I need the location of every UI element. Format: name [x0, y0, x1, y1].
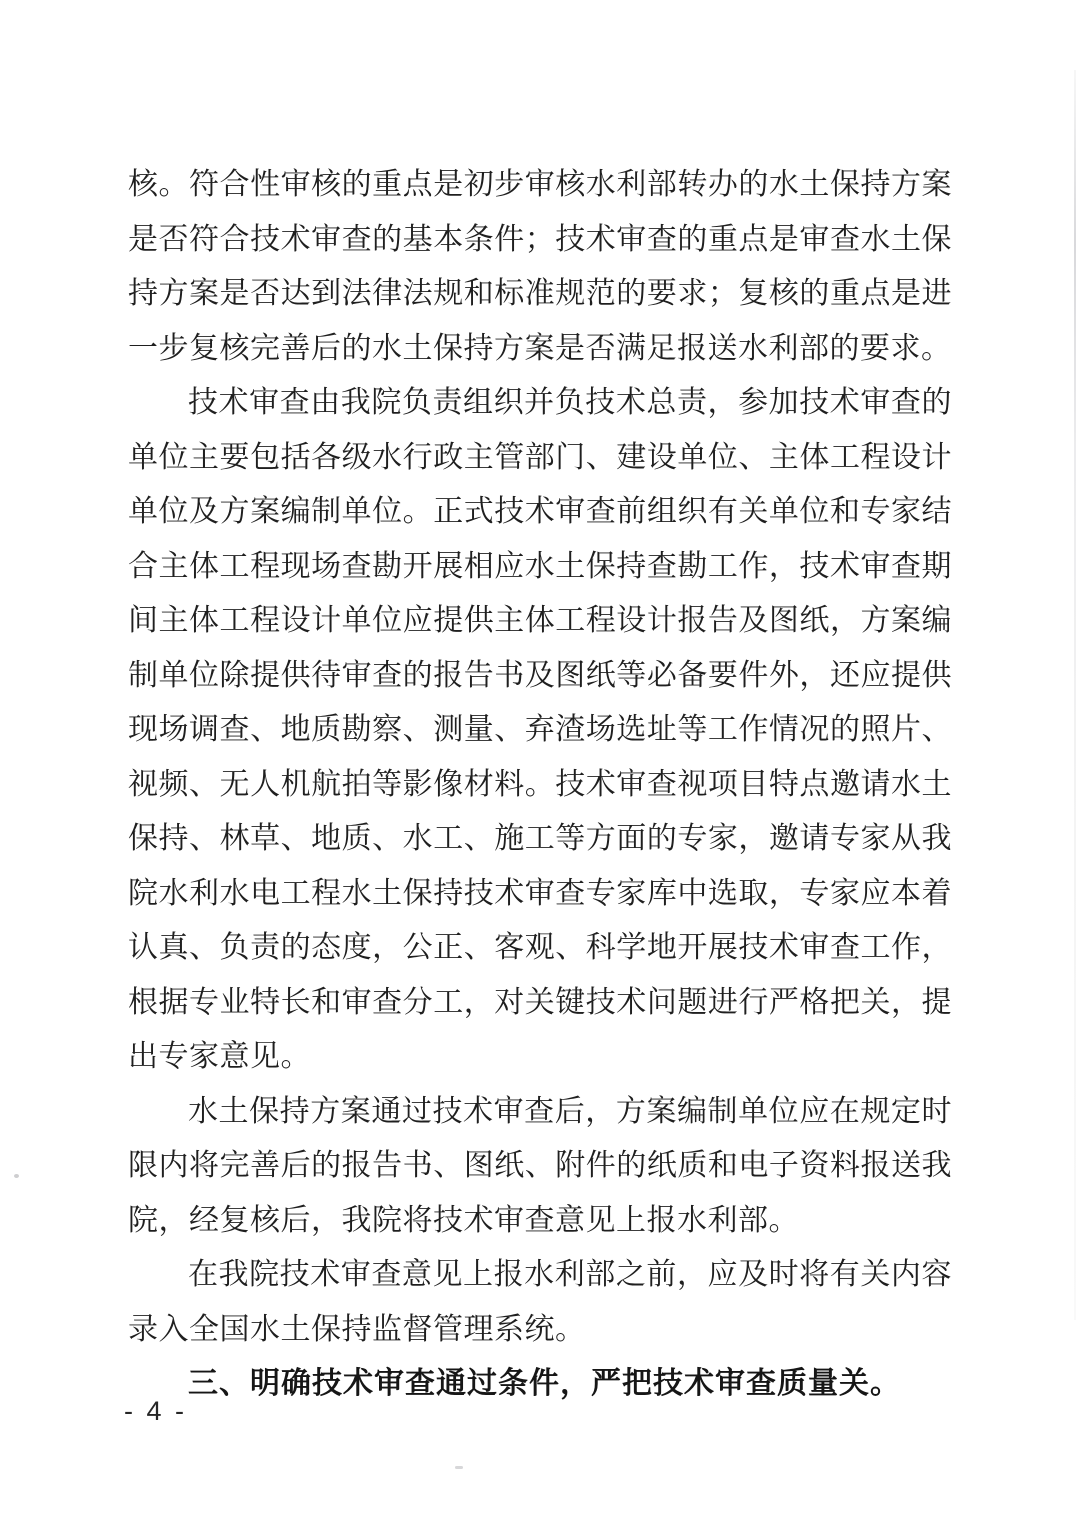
body-paragraph-technical-review-organization: 技术审查由我院负责组织并负技术总责，参加技术审查的单位主要包括各级水行政主管部门、建设单位、主体工程设计单位及方案编制单位。正式技术审查前组织有关单位和专家结合主体工程现场查勘开展相应水土保持查勘工作，技术审查期间主体工程设计单位应提供主体工程设计报告及图纸，方案编制单位除提供待审查的报告书及图纸等必备要件外，还应提供现场调查、地质勘察、测量、弃渣场选址等工作情况的照片、视频、无人机航拍等影像材料。技术审查视项目特点邀请水土保持、林草、地质、水工、施工等方面的专家，邀请专家从我院水利水电工程水土保持技术审查专家库中选取，专家应本着认真、负责的态度，公正、客观、科学地开展技术审查工作，根据专业特长和审查分工，对关键技术问题进行严格把关，提出专家意见。	[128, 386, 952, 1073]
scan-speck	[14, 1174, 19, 1178]
body-paragraph-continuation: 核。符合性审核的重点是初步审核水利部转办的水土保持方案是否符合技术审查的基本条件；技术审查的重点是审查水土保持方案是否达到法律法规和标准规范的要求；复核的重点是进一步复核完善后的水土保持方案是否满足报送水利部的要求。	[128, 168, 952, 365]
scan-edge-artifact	[1074, 70, 1076, 1320]
document-text-block	[128, 158, 952, 1412]
body-paragraph-post-review-submission: 水土保持方案通过技术审查后，方案编制单位应在规定时限内将完善后的报告书、图纸、附件的纸质和电子资料报送我院，经复核后，我院将技术审查意见上报水利部。	[128, 1094, 952, 1237]
body-paragraph-supervision-system: 在我院技术审查意见上报水利部之前，应及时将有关内容录入全国水土保持监督管理系统。	[128, 1258, 952, 1346]
scan-speck	[455, 1466, 463, 1469]
page-number: - 4 -	[124, 1396, 188, 1426]
section-heading: 三、明确技术审查通过条件，严把技术审查质量关。	[188, 1367, 901, 1400]
